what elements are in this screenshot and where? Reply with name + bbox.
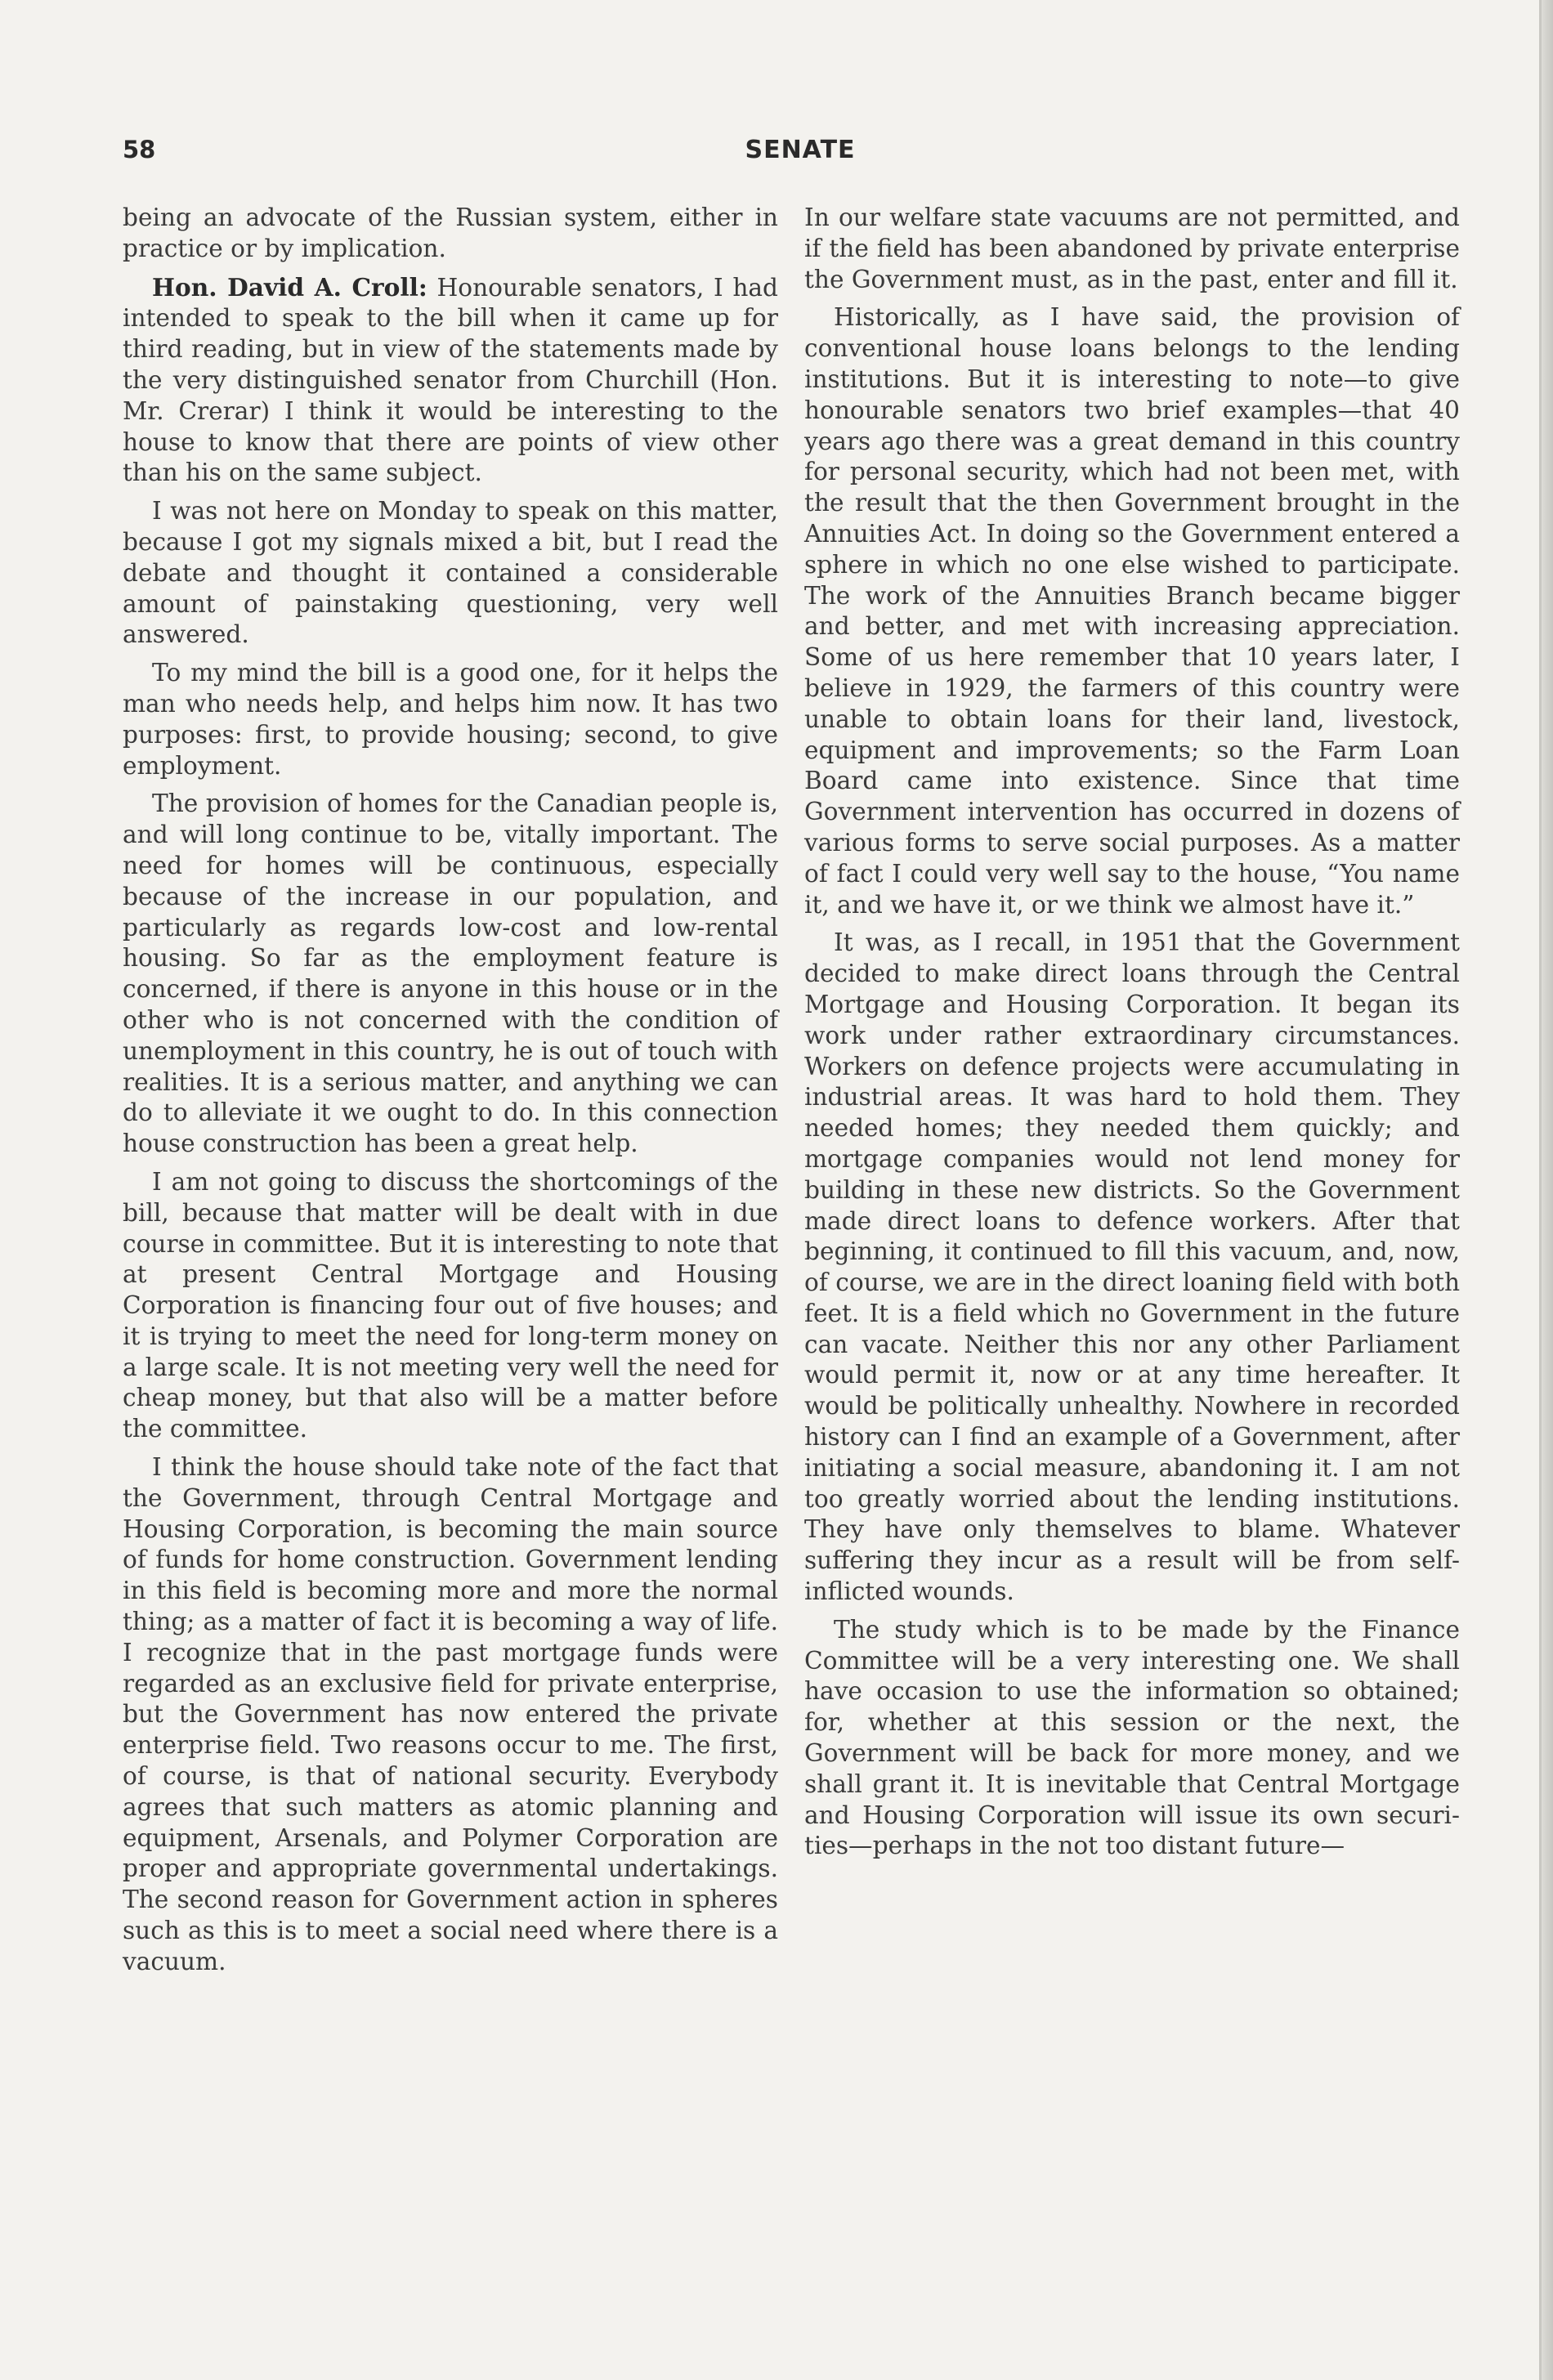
left-column [123,203,778,1985]
paragraph: I was not here on Monday to speak on this matter, because I got my signals mixed a bit, but I read the debate and thought it contained a considerable amount of painstaking questioning, very well answered. [123,497,778,649]
paragraph: In our welfare state vacuums are not permitted, and if the field has been abandoned by private enterprise the Government must, as in the past, enter and fill it. [804,204,1460,293]
paragraph: It was, as I recall, in 1951 that the Government decided to make direct loans through the Central Mortgage and Housing Corporation. It began its work under rather extraordinary circumstances. Workers on defence projects were accumulating in industrial areas. It was hard to hold them. They needed homes; they needed them quickly; and mortgage companies would not lend money for building in these new districts. So the Government made direct loans to defence workers. After that beginning, it continued to fill this vacuum, and, now, of course, we are in the direct loaning field with both feet. It is a field which no Government in the future can vacate. Neither this nor any other Parliament would permit it, now or at any time hereafter. It would be politically unhealthy. Nowhere in recorded history can I find an example of a Government, after initiating a social measure, abandoning it. I am not too greatly worried about the lending institutions. They have only themselves to blame. Whatever suffering they incur as a result will be from self-inflicted wounds. [804,928,1460,1606]
paragraph: The study which is to be made by the Finance Committee will be a very interesting one. We shall have occasion to use the information so obtained; for, whether at this session or the next, the Government will be back for more money, and we shall grant it. It is inevitable that Central Mortgage and Housing Corporation will issue its own securities—perhaps in the not too distant future— [804,1615,1460,1860]
page-header [123,136,1478,172]
paragraph: The provision of homes for the Canadian people is, and will long continue to be, vitally important. The need for homes will be continuous, especially because of the increase in our population, and particularly as regards low-cost and low-rental housing. So far as the employment feature is concerned, if there is anyone in this house or in the other who is not concerned with the condition of unemployment in this country, he is out of touch with realities. It is a serious matter, and anything we can do to alleviate it we ought to do. In this connection house construction has been a great help. [123,790,778,1158]
paragraph-croll [123,272,778,490]
page-edge [1542,0,1553,2380]
paragraph: I am not going to discuss the shortcomings of the bill, because that matter will be dealt with in due course in committee. But it is interesting to note that at present Central Mortgage and Housing Corporation is financing four out of five houses; and it is trying to meet the need for long-term money on a large scale. It is not meeting very well the need for cheap money, but that also will be a matter before the committee. [123,1167,778,1443]
right-column [804,203,1460,1869]
paragraph: Historically, as I have said, the provision of conventional house loans belongs to the lending institutions. But it is interesting to note—to give honourable senators two brief examples—that 40 years ago there was a great demand in this country for personal security, which had not been met, with the result that the then Government brought in the Annuities Act. In doing so the Government entered a sphere in which no one else wished to participate. The work of the Annuities Branch became bigger and better, and met with increasing appreciation. Some of us here remember that 10 years later, I believe in 1929, the farmers of this country were unable to obtain loans for their land, livestock, equipment and improvements; so the Farm Loan Board came into existence. Since that time Government intervention has occurred in dozens of various forms to serve social purposes. As a matter of fact I could very well say to the house, “You name it, and we have it, or we think we almost have it.” [804,303,1460,919]
paragraph: I think the house should take note of the fact that the Government, through Central Mortgage and Housing Corporation, is becoming the main source of funds for home construction. Government lending in this field is becoming more and more the normal thing; as a matter of fact it is becoming a way of life. I recognize that in the past mortgage funds were regarded as an exclusive field for private enterprise, but the Government has now entered the private enterprise field. Two reasons occur to me. The first, of course, is that of national security. Everybody agrees that such matters as atomic planning and equipment, Arsenals, and Polymer Corporation are proper and appropriate governmental undertakings. The second reason for Government action in spheres such as this is to meet a social need where there is a vacuum. [123,1453,778,1975]
speaker-name: Hon. David A. Croll: [152,272,427,302]
page-number: 58 [123,136,156,163]
paragraph: being an advocate of the Russian system, either in practice or by implication. [123,204,778,262]
paragraph-text: Honourable senators, I had intended to speak to the bill when it came up for third reading, but in view of the statements made by the very distinguished senator from Churchill (Hon. Mr. Crerar) I think it would be interesting to the house to know that there are points of view other than his on the same subject. [123,273,779,487]
running-head: SENATE [745,136,856,164]
paragraph: To my mind the bill is a good one, for it helps the man who needs help, and helps him now. It has two purposes: first, to provide housing; second, to give employment. [123,659,778,780]
